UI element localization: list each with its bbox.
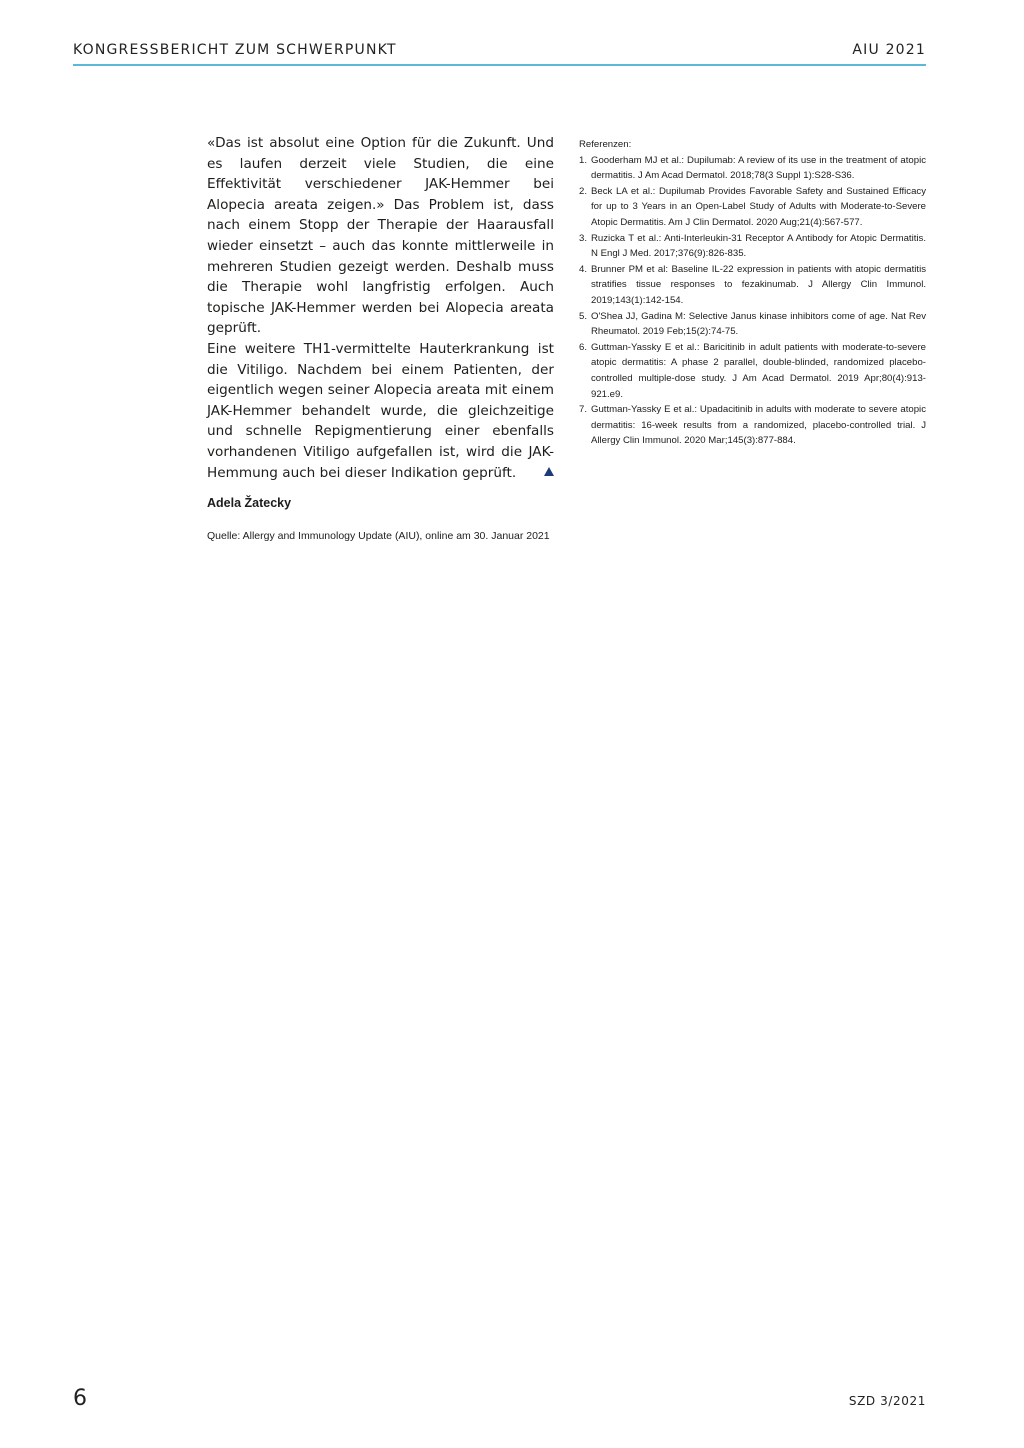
reference-item xyxy=(579,402,926,449)
article-paragraph-text: Eine weitere TH1-vermittelte Hauterkrankung ist die Vitiligo. Nachdem bei einem Patienten, der eigentlich wegen seiner Alopecia areata mit einem JAK-Hemmer behandelt wurde, die gleichzeitige und schnelle Repigmentierung einer ebenfalls vorhandenen Vitiligo aufgefallen ist, wird die JAK-Hemmung auch bei dieser Indikation geprüft. xyxy=(207,340,554,481)
reference-text: Gooderham MJ et al.: Dupilumab: A review of its use in the treatment of atopic dermatitis. J Am Acad Dermatol. 2018;78(3 Suppl 1):S28-S36. xyxy=(591,154,926,182)
reference-text: Brunner PM et al: Baseline IL-22 expression in patients with atopic dermatitis stratifies tissue responses to fezakinumab. J Allergy Clin Immunol. 2019;143(1):142-154. xyxy=(591,263,926,306)
references-section xyxy=(579,137,926,449)
reference-item xyxy=(579,262,926,309)
reference-item xyxy=(579,309,926,340)
article-paragraph: «Das ist absolut eine Option für die Zukunft. Und es laufen derzeit viele Studien, die eine Effektivität verschiedener JAK-Hemmer bei Alopecia areata zeigen.» Das Problem ist, dass nach einem Stopp der Therapie der Haarausfall wieder einsetzt – auch das konnte mittlerweile in mehreren Studien gezeigt werden. Deshalb muss die Therapie wohl langfristig erfolgen. Auch topische JAK-Hemmer werden bei Alopecia areata geprüft. xyxy=(207,135,554,337)
source-line: Quelle: Allergy and Immunology Update (AIU), online am 30. Januar 2021 xyxy=(207,530,550,542)
reference-text: O'Shea JJ, Gadina M: Selective Janus kinase inhibitors come of age. Nat Rev Rheumatol. 2019 Feb;15(2):74-75. xyxy=(591,310,926,338)
reference-item xyxy=(579,184,926,231)
reference-text: Guttman-Yassky E et al.: Upadacitinib in adults with moderate to severe atopic dermatitis: 16-week results from a randomized, placebo-controlled trial. J Allergy Clin Immunol. 2020 Mar;145(3):877-884. xyxy=(591,404,926,447)
reference-number: 4. xyxy=(579,263,588,275)
references-heading: Referenzen: xyxy=(579,139,632,150)
reference-number: 6. xyxy=(579,341,588,353)
reference-item xyxy=(579,340,926,402)
reference-number: 3. xyxy=(579,232,588,244)
reference-text: Guttman-Yassky E et al.: Baricitinib in adult patients with moderate-to-severe atopic dermatitis: A phase 2 parallel, double-blinded, randomized placebo-controlled multiple-dose study. J Am Acad Dermatol. 2019 Apr;80(4):913-921.e9. xyxy=(591,341,926,400)
page-number: 6 xyxy=(73,1386,87,1411)
issue-label: SZD 3/2021 xyxy=(848,1394,926,1408)
reference-number: 5. xyxy=(579,310,588,322)
references-list xyxy=(579,153,926,449)
article-paragraph xyxy=(207,339,554,483)
article-body xyxy=(207,133,554,483)
author-name: Adela Žatecky xyxy=(207,496,292,510)
running-header xyxy=(73,38,926,66)
reference-number: 7. xyxy=(579,404,588,416)
reference-text: Beck LA et al.: Dupilumab Provides Favorable Safety and Sustained Efficacy for up to 3 Years in an Open-Label Study of Adults with Moderate-to-Severe Atopic Dermatitis. Am J Clin Dermatol. 2020 Aug;21(4):567-577. xyxy=(591,185,926,228)
reference-item xyxy=(579,231,926,262)
journal-label: AIU 2021 xyxy=(852,42,926,58)
reference-text: Ruzicka T et al.: Anti-Interleukin-31 Receptor A Antibody for Atopic Dermatitis. N Engl J Med. 2017;376(9):826-835. xyxy=(591,232,926,260)
reference-number: 1. xyxy=(579,154,588,166)
reference-number: 2. xyxy=(579,185,588,197)
section-title: KONGRESSBERICHT ZUM SCHWERPUNKT xyxy=(73,42,397,58)
reference-item xyxy=(579,153,926,184)
end-of-article-triangle-icon xyxy=(544,467,554,476)
